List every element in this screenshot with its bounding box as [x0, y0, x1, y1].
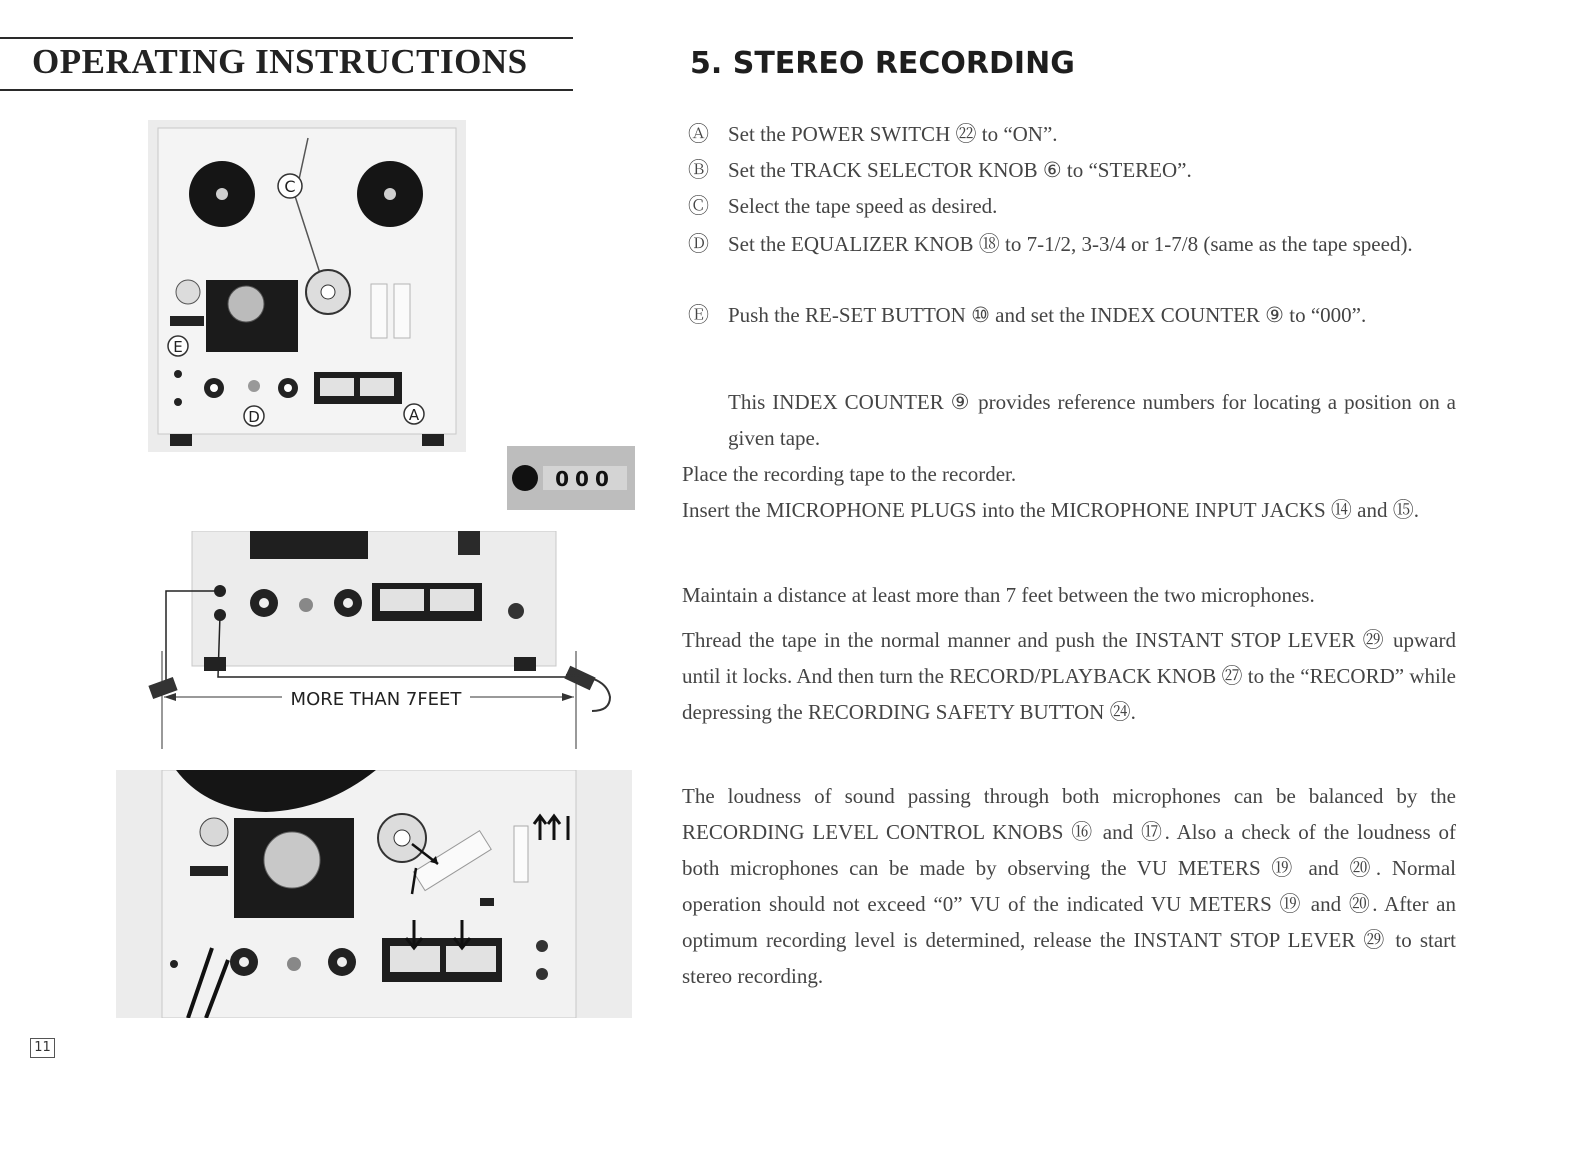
counter-digits: 000	[555, 467, 615, 491]
callout-d: D	[248, 408, 260, 426]
step-marker: Ⓓ	[688, 232, 709, 256]
paragraph-level-balance: The loudness of sound passing through both microphones can be balanced by the RECORDING LEVEL CONTROL KNOBS ⑯ and ⑰. Also a check of the loudness of both microphones can be made by observing the VU METERS ⑲ and ⑳. Normal operation should not exceed “0” VU of the indicated VU METERS ⑲ and ⑳. After an optimum recording level is determined, release the INSTANT STOP LEVER ㉙ to start stereo recording.	[682, 784, 1456, 988]
step-b	[688, 153, 1458, 187]
section-title: 5. STEREO RECORDING	[690, 46, 1075, 81]
microphone-distance-figure	[120, 531, 634, 761]
paragraph-place-tape: Place the recording tape to the recorder.	[682, 462, 1017, 486]
distance-label: MORE THAN 7FEET	[290, 689, 462, 710]
record-operation-photo	[116, 770, 632, 1018]
index-counter-note: This INDEX COUNTER ⑨ provides reference numbers for locating a position on a given tape.	[728, 390, 1456, 450]
step-text: Set the TRACK SELECTOR KNOB ⑥ to “STEREO”.	[728, 158, 1192, 182]
callout-e: E	[173, 338, 183, 356]
paragraph-mic-distance: Maintain a distance at least more than 7 feet between the two microphones.	[682, 583, 1315, 607]
step-text: Push the RE-SET BUTTON ⑩ and set the INDEX COUNTER ⑨ to “000”.	[728, 303, 1367, 327]
step-text: Select the tape speed as desired.	[728, 194, 998, 218]
step-c	[688, 189, 1458, 223]
step-marker: Ⓒ	[688, 194, 709, 218]
step-marker: Ⓔ	[688, 303, 709, 327]
header-rule-top	[0, 37, 573, 39]
step-marker: Ⓑ	[688, 158, 709, 182]
step-marker: Ⓐ	[688, 122, 709, 146]
paragraph-thread-tape: Thread the tape in the normal manner and push the INSTANT STOP LEVER ㉙ upward until it locks. And then turn the RECORD/PLAYBACK KNOB ㉗ to the “RECORD” while depressing the RECORDING SAFETY BUTTON ㉔.	[682, 628, 1456, 724]
index-counter-photo	[507, 446, 635, 510]
header-rule-bottom	[0, 89, 573, 91]
step-text: Set the POWER SWITCH ㉒ to “ON”.	[728, 122, 1058, 146]
step-e	[688, 298, 1458, 332]
page-number: 11	[30, 1038, 55, 1058]
step-text: Set the EQUALIZER KNOB ⑱ to 7-1/2, 3-3/4 or 1-7/8 (same as the tape speed).	[728, 232, 1413, 256]
paragraph-insert-plugs: Insert the MICROPHONE PLUGS into the MICROPHONE INPUT JACKS ⑭ and ⑮.	[682, 498, 1419, 522]
callout-c: C	[284, 177, 296, 196]
step-a	[688, 117, 1458, 151]
callout-a: A	[408, 406, 420, 424]
deck-front-photo	[148, 120, 466, 452]
step-d	[688, 227, 1458, 261]
page-header-title: OPERATING INSTRUCTIONS	[32, 42, 528, 81]
